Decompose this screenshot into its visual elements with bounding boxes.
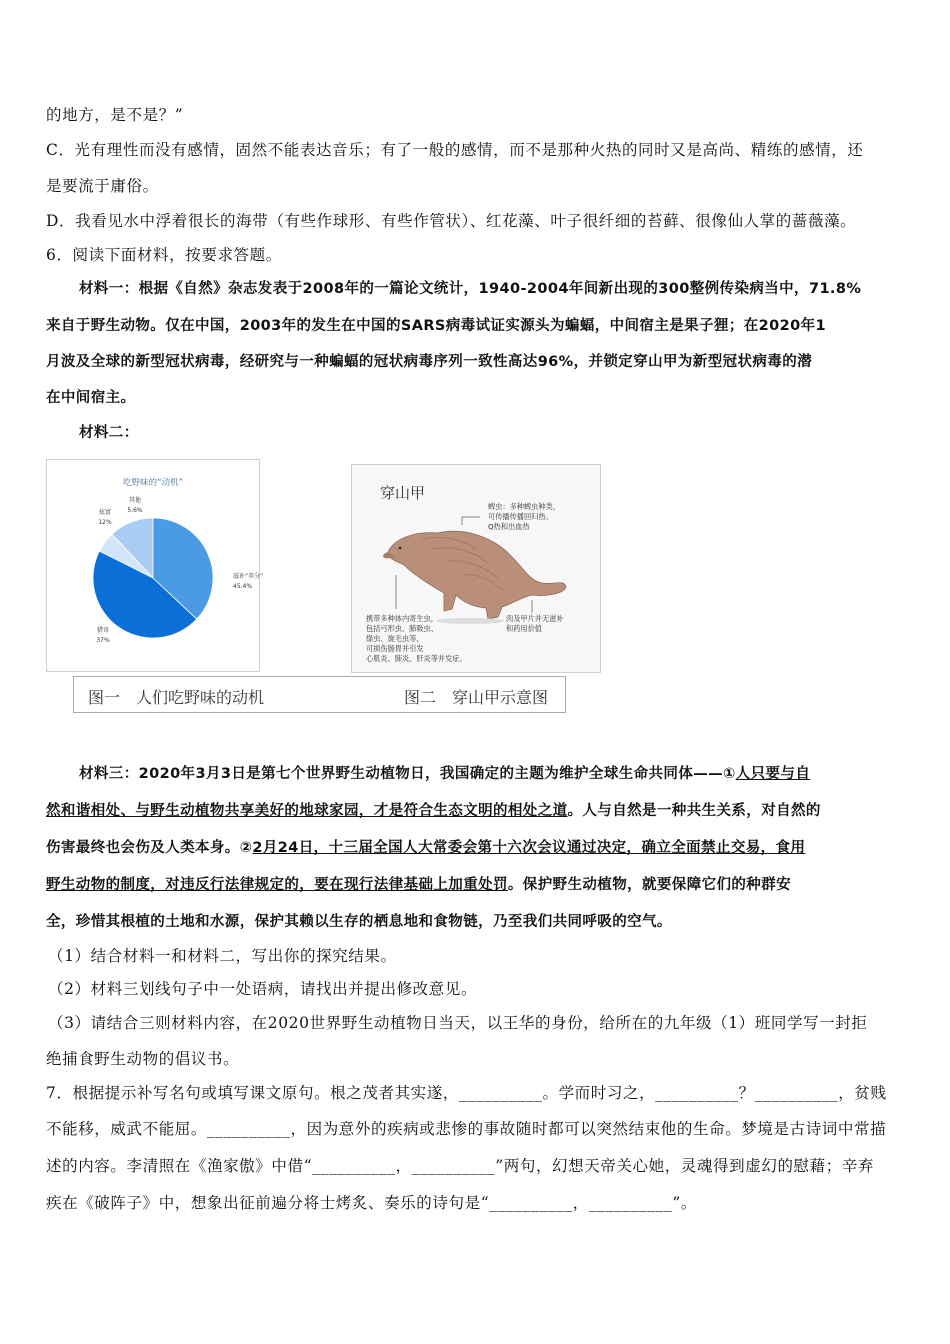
- option-c: C．光有理性而没有感情，固然不能表达音乐；有了一般的感情，而不是那种火热的同时又是高尚、精练的感情，还: [46, 141, 864, 159]
- pie-slice-label: 45.4%: [233, 583, 253, 590]
- pie-chart: [47, 460, 264, 671]
- meat-value-note: [506, 614, 564, 633]
- pie-slice-label: 37%: [96, 637, 110, 644]
- material-3-line: [46, 799, 821, 820]
- note-line: 可传播传播回归热、: [488, 512, 553, 521]
- chart-title: 吃野味的“动机”: [123, 478, 183, 488]
- material-3-line: [79, 762, 810, 783]
- text-line: 是要流于庸俗。: [46, 177, 159, 195]
- sub-question-2: （2）材料三划线句子中一处语病，请找出并提出修改意见。: [48, 980, 478, 998]
- pangolin-diagram: [352, 465, 600, 672]
- material-1-line: 在中间宿主。: [46, 390, 136, 406]
- diagram-title: 穿山甲: [380, 484, 426, 502]
- note-line: 绦虫、旋毛虫等，: [366, 634, 424, 643]
- sub-question-3: （3）请结合三则材料内容，在2020世界野生动植物日当天，以王华的身份，给所在的九年级（1）班同学写一封拒: [48, 1014, 868, 1032]
- text-line: 疾在《破阵子》中，想象出征前遍分将士烤炙、奏乐的诗句是“__________，__________”。: [46, 1194, 697, 1212]
- underlined-sentence-2: 野生动物的制度，对违反行法律规定的，要在现行法律基础上加重处罚: [46, 877, 508, 893]
- text-line: 的地方，是不是？”: [46, 106, 184, 124]
- figure-2-box: [351, 464, 601, 673]
- note-line: 蜱虫：多种蜱虫种类，: [488, 502, 560, 511]
- material-3-line: [46, 836, 805, 857]
- pie-slice-name: 炫富: [98, 509, 112, 516]
- text-line: 述的内容。李清照在《渔家傲》中借“__________，__________”两句，幻想天帝关心她，灵魂得到虚幻的慰藉；辛弃: [46, 1157, 875, 1175]
- text-line: 绝捕食野生动物的倡议书。: [46, 1050, 240, 1068]
- underlined-sentence-1: 然和谐相处、与野生动植物共享美好的地球家园，才是符合生态文明的相处之道: [46, 803, 568, 819]
- question-7: 7．根据提示补写名句或填写课文原句。根之茂者其实遂，__________。学而时习之，__________？__________，贫贱: [46, 1084, 887, 1102]
- material-3-text: 材料三：2020年3月3日是第七个世界野生动植物日，我国确定的主题为维护全球生命共同体——①: [79, 766, 736, 782]
- material-2-label: 材料二：: [79, 425, 139, 441]
- figure-captions: [73, 676, 566, 713]
- note-line: 和药用价值: [506, 624, 542, 633]
- note-line: 肉及甲片并无滋补: [506, 614, 564, 623]
- pie-slice-name: 滋补“养分”: [233, 573, 264, 580]
- figure-1-box: [46, 459, 264, 672]
- material-3-line: 全，珍惜其根植的土地和水源，保护其赖以生存的栖息地和食物链，乃至我们共同呼吸的空气。: [46, 914, 672, 930]
- sub-question-1: （1）结合材料一和材料二，写出你的探究结果。: [48, 947, 397, 965]
- material-1-line: 来自于野生动物。仅在中国，2003年的发生在中国的SARS病毒试证实源头为蝙蝠，中间宿主是果子狸；在2020年1: [46, 318, 826, 334]
- material-3-text: 伤害最终也会伤及人类本身。②: [46, 840, 253, 856]
- underlined-sentence-1: 人只要与自: [735, 766, 811, 782]
- option-d: D．我看见水中浮着很长的海带（有些作球形、有些作管状）、红花藻、叶子很纤细的苔藓、很像仙人掌的蔷薇藻。: [46, 212, 857, 230]
- pie-slice-label: 12%: [98, 519, 112, 526]
- underlined-sentence-2: 2月24日，十三届全国人大常委会第十六次会议通过决定，确立全面禁止交易，食用: [252, 840, 806, 856]
- note-line: Q热和出血热: [488, 522, 530, 531]
- note-line: 可损伤肠胃并引发: [366, 644, 424, 653]
- figure-1-caption: 图一 人们吃野味的动机: [88, 690, 265, 707]
- pie-slice-label: 5.6%: [127, 507, 143, 514]
- material-1-line: 材料一：根据《自然》杂志发表于2008年的一篇论文统计，1940-2004年间新出现的300整例传染病当中，71.8%: [79, 281, 862, 297]
- note-line: 心肌炎、肺炎、肝炎等并发症。: [366, 654, 467, 663]
- pie-slice-name: 猎奇: [96, 627, 110, 634]
- material-3-text: 。人与自然是一种共生关系，对自然的: [567, 803, 821, 819]
- question-6: 6．阅读下面材料，按要求答题。: [46, 246, 282, 264]
- pie-slice-name: 其他: [128, 497, 142, 504]
- material-3-text: 。保护野生动植物，就要保障它们的种群安: [507, 877, 792, 893]
- figure-2-caption: 图二 穿山甲示意图: [404, 690, 549, 707]
- text-line: 不能移，威武不能屈。__________，因为意外的疾病或悲惨的事故随时都可以突然结束他的生命。梦境是古诗词中常描: [46, 1120, 887, 1138]
- material-3-line: [46, 873, 791, 894]
- material-1-line: 月波及全球的新型冠状病毒，经研究与一种蝙蝠的冠状病毒序列一致性高达96%，并锁定穿山甲为新型冠状病毒的潜: [46, 354, 813, 370]
- ticks-note: [488, 502, 560, 531]
- note-line: 包括弓形虫、肺吸虫、: [366, 624, 438, 633]
- note-line: 携带多种体内寄生虫，: [366, 614, 438, 623]
- pangolin-illustration: [383, 531, 566, 624]
